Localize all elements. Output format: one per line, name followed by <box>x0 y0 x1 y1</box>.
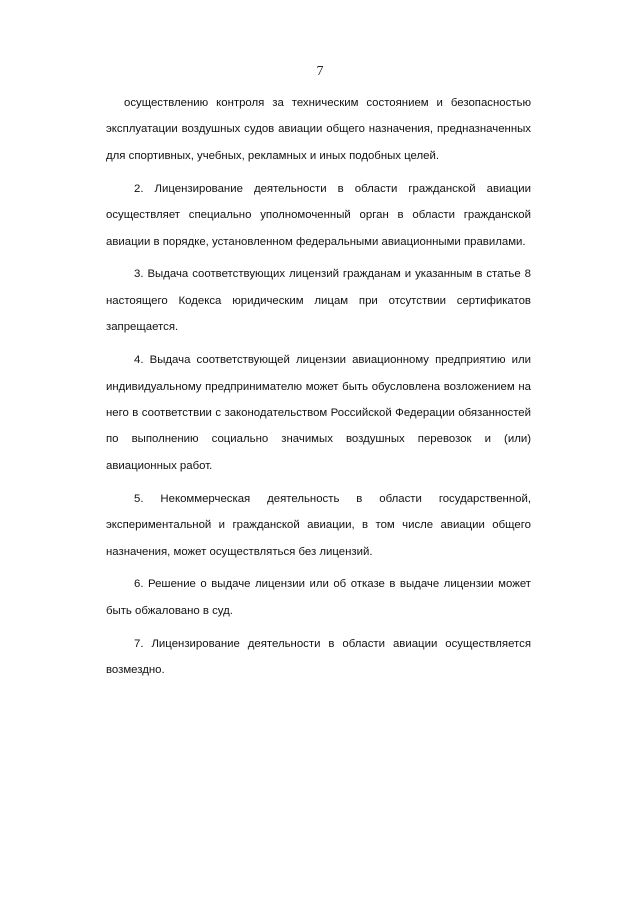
text-line: возмездно. <box>106 664 165 677</box>
text-line: 6. Решение о выдаче лицензии или об отказе в выдаче лицензии может <box>134 578 531 591</box>
text-line: 5. Некоммерческая деятельность в области государственной, <box>134 492 531 505</box>
text-line: осуществлению контроля за техническим состоянием и безопасностью <box>124 97 531 109</box>
text-line: по выполнению социально значимых воздушных перевозок и (или) <box>106 433 531 446</box>
text-line: осуществляет специально уполномоченный орган в области гражданской <box>106 209 531 222</box>
page-number: 7 <box>316 64 324 79</box>
text-line: 7. Лицензирование деятельности в области авиации осуществляется <box>134 637 531 650</box>
text-line: запрещается. <box>106 321 179 334</box>
paragraph <box>106 631 531 684</box>
text-line: назначения, может осуществляться без лицензий. <box>106 545 373 558</box>
text-line: быть обжаловано в суд. <box>106 604 233 617</box>
text-line: индивидуальному предпринимателю может быть обусловлена возложением на <box>106 380 531 393</box>
paragraph <box>106 486 531 565</box>
paragraph <box>106 261 531 340</box>
text-line: экспериментальной и гражданской авиации, в том числе авиации общего <box>106 519 531 532</box>
text-line: 4. Выдача соответствующей лицензии авиационному предприятию или <box>134 354 531 367</box>
text-line: авиационных работ. <box>106 459 213 472</box>
paragraph <box>106 176 531 255</box>
text-line: настоящего Кодекса юридическим лицам при отсутствии сертификатов <box>106 294 531 307</box>
text-line: эксплуатации воздушных судов авиации общего назначения, предназначенных <box>106 123 531 136</box>
paragraph <box>106 90 531 169</box>
text-line: авиации в порядке, установленном федеральными авиационными правилами. <box>106 235 526 248</box>
paragraph <box>106 347 531 479</box>
paragraph <box>106 571 531 624</box>
text-line: 2. Лицензирование деятельности в области гражданской авиации <box>134 182 531 195</box>
text-line: 3. Выдача соответствующих лицензий гражданам и указанным в статье 8 <box>134 268 531 281</box>
text-line: него в соответствии с законодательством Российской Федерации обязанностей <box>106 406 531 419</box>
text-line: для спортивных, учебных, рекламных и иных подобных целей. <box>106 149 440 162</box>
document-body <box>106 90 531 690</box>
